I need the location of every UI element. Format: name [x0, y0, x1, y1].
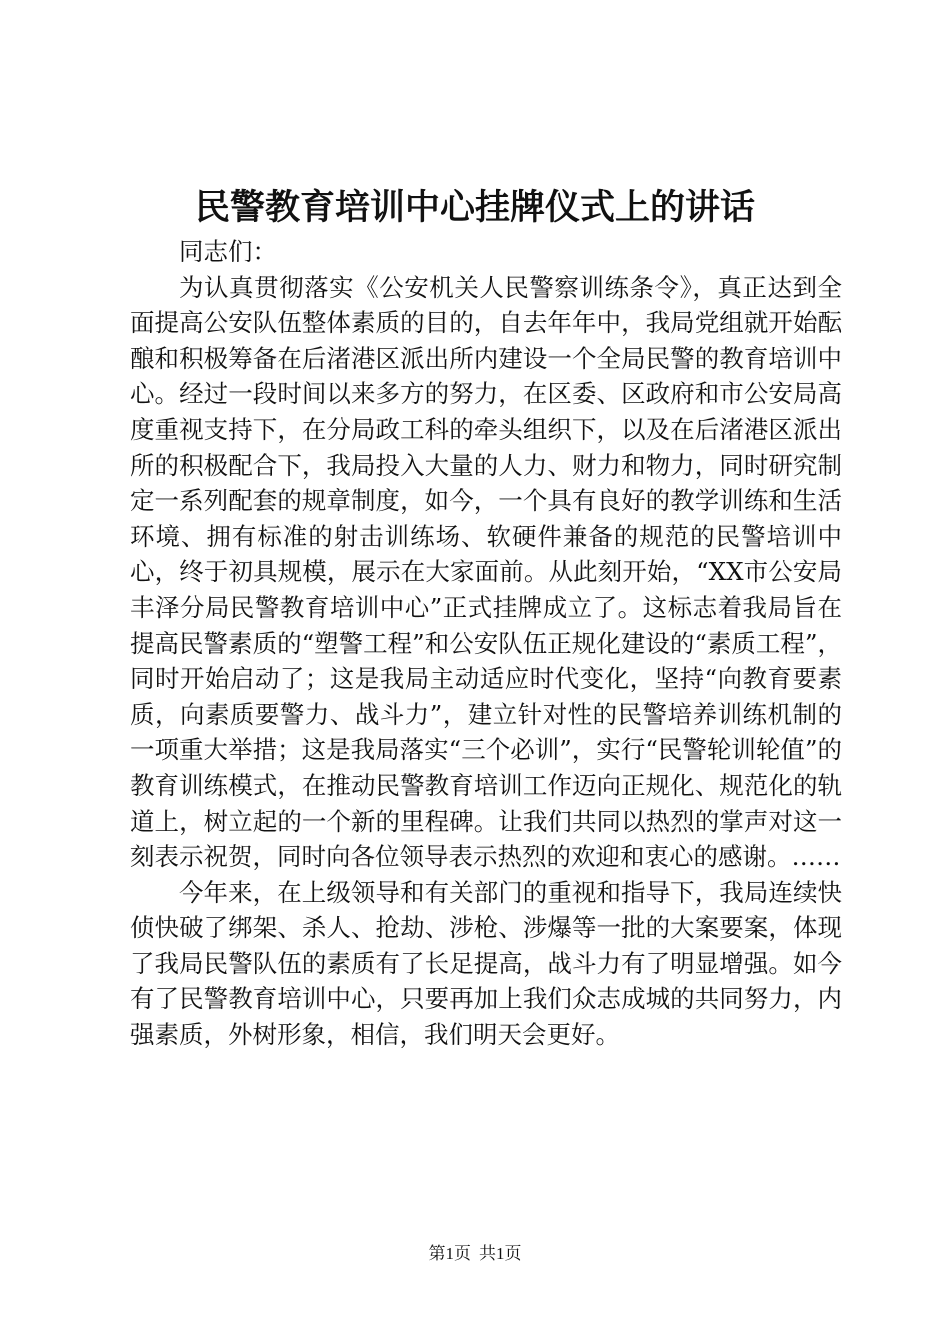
document-body [130, 234, 842, 1053]
paragraph-1: 为认真贯彻落实《公安机关人民警察训练条令》，真正达到全面提高公安队伍整体素质的目的，自去年年中，我局党组就开始酝酿和积极筹备在后渚港区派出所内建设一个全局民警的教育培训中心。经过一段时间以来多方的努力，在区委、区政府和市公安局高度重视支持下，在分局政工科的牵头组织下，以及在后渚港区派出所的积极配合下，我局投入大量的人力、财力和物力，同时研究制定一系列配套的规章制度，如今，一个具有良好的教学训练和生活环境、拥有标准的射击训练场、软硬件兼备的规范的民警培训中心，终于初具规模，展示在大家面前。从此刻开始，“XX市公安局丰泽分局民警教育培训中心”正式挂牌成立了。这标志着我局旨在提高民警素质的“塑警工程”和公安队伍正规化建设的“素质工程”，同时开始启动了；这是我局主动适应时代变化，坚持“向教育要素质，向素质要警力、战斗力”，建立针对性的民警培养训练机制的一项重大举措；这是我局落实“三个必训”，实行“民警轮训轮值”的教育训练模式，在推动民警教育培训工作迈向正规化、规范化的轨道上，树立起的一个新的里程碑。让我们共同以热烈的掌声对这一刻表示祝贺，同时向各位领导表示热烈的欢迎和衷心的感谢。…… [130, 272, 842, 872]
document-title: 民警教育培训中心挂牌仪式上的讲话 [194, 188, 755, 228]
paragraph-2: 今年来，在上级领导和有关部门的重视和指导下，我局连续快侦快破了绑架、杀人、抢劫、涉枪、涉爆等一批的大案要案，体现了我局民警队伍的素质有了长足提高，战斗力有了明显增强。如今有了民警教育培训中心，只要再加上我们众志成城的共同努力，内强素质，外树形象，相信，我们明天会更好。 [130, 877, 842, 1050]
page-footer [0, 1242, 950, 1266]
salutation: 同志们： [179, 237, 277, 266]
page-number: 第1页 [428, 1244, 471, 1263]
page-total: 共1页 [479, 1244, 522, 1263]
